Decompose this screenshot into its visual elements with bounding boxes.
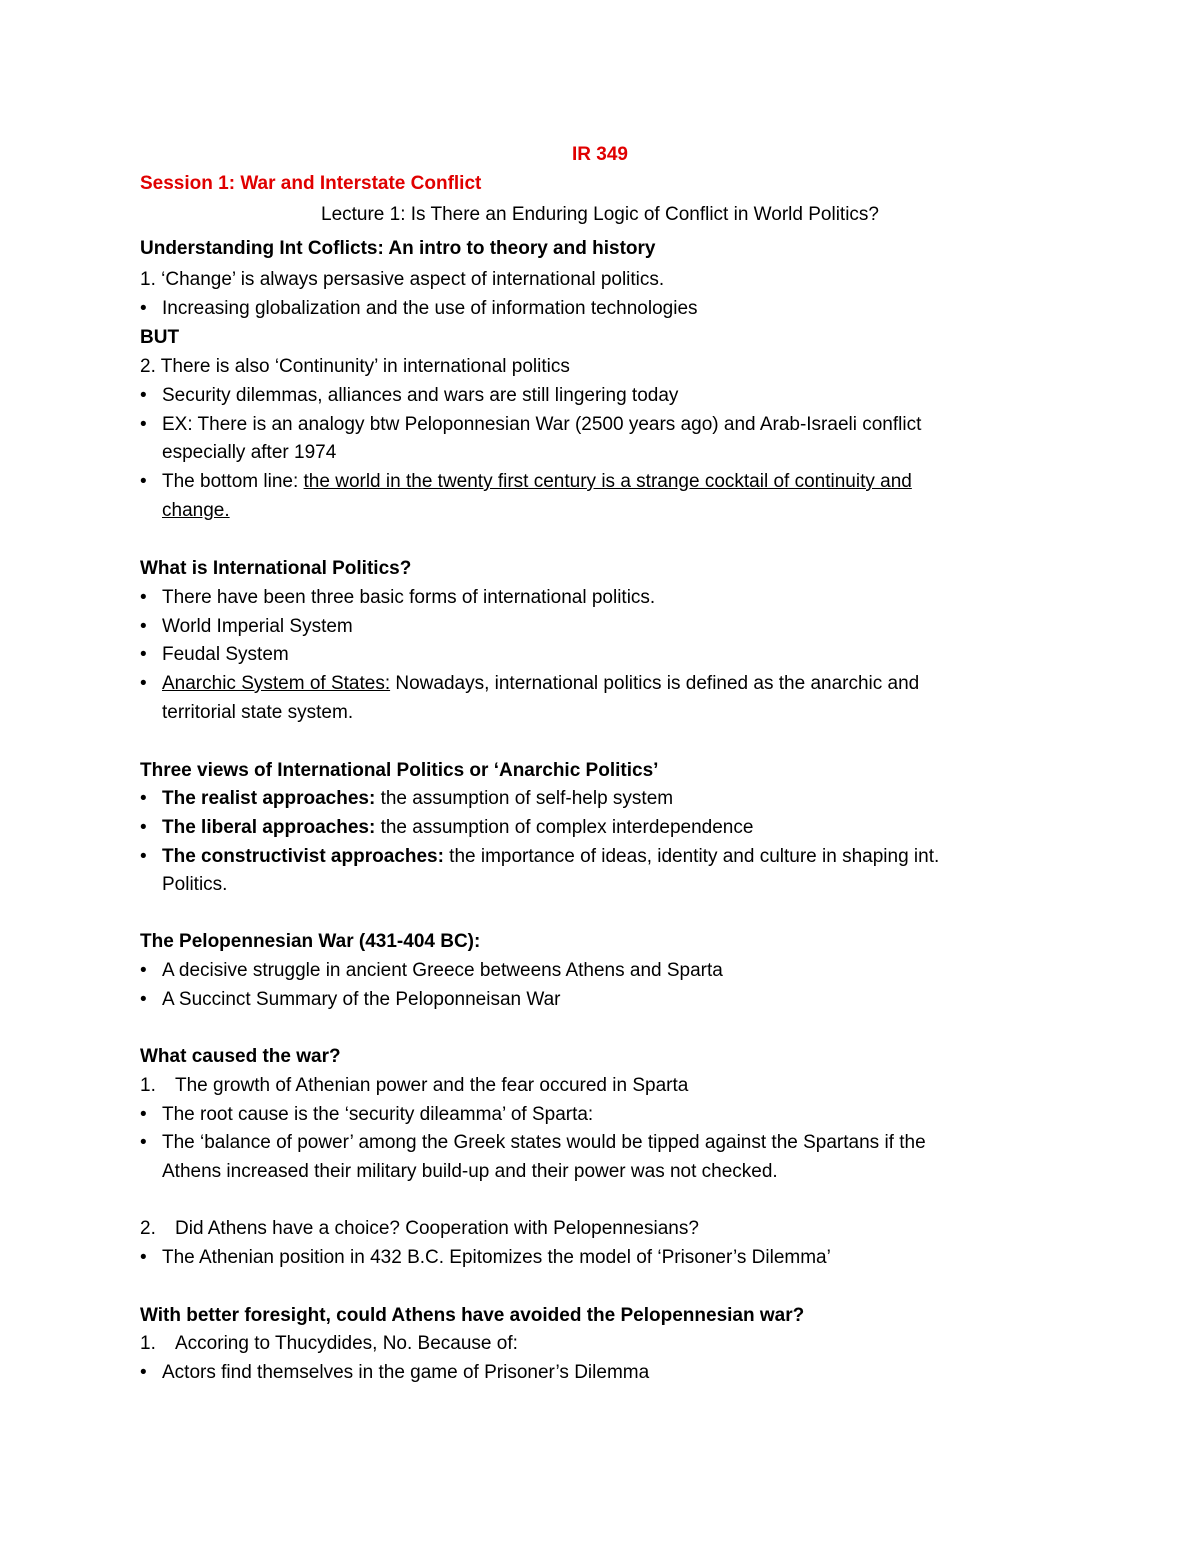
bullet-icon: •: [140, 1247, 147, 1268]
bullet-text-continued: change.: [162, 500, 230, 521]
bullet-text: Actors find themselves in the game of Prisoner’s Dilemma: [162, 1362, 650, 1383]
bullet-text: Increasing globalization and the use of information technologies: [162, 298, 698, 319]
bullet-icon: •: [140, 788, 147, 809]
list-number: 2.: [140, 1218, 156, 1239]
numbered-item: 1. ‘Change’ is always persasive aspect of international politics.: [140, 269, 665, 290]
bullet-text-continued: especially after 1974: [162, 442, 337, 463]
bullet-icon: •: [140, 1104, 147, 1125]
bullet-icon: •: [140, 385, 147, 406]
bullet-text-continued: Politics.: [162, 874, 228, 895]
bullet-icon: •: [140, 644, 147, 665]
bullet-icon: •: [140, 960, 147, 981]
bullet-text: The Athenian position in 432 B.C. Epitomizes the model of ‘Prisoner’s Dilemma’: [162, 1247, 831, 1268]
bullet-text: [162, 816, 753, 840]
anarchic-definition: Nowadays, international politics is defined as the anarchic and: [390, 673, 920, 694]
bullet-text: Feudal System: [162, 644, 289, 665]
term-bold: The realist approaches:: [162, 788, 376, 809]
bullet-icon: •: [140, 616, 147, 637]
bullet-text-continued: Athens increased their military build-up and their power was not checked.: [162, 1161, 778, 1182]
numbered-item: 2. There is also ‘Continunity’ in international politics: [140, 356, 570, 377]
anarchic-term: Anarchic System of States:: [162, 673, 391, 694]
numbered-item-text: The growth of Athenian power and the fear occured in Sparta: [175, 1075, 689, 1096]
section-heading: Three views of International Politics or ‘Anarchic Politics’: [140, 760, 659, 781]
lecture-heading: Lecture 1: Is There an Enduring Logic of Conflict in World Politics?: [321, 204, 879, 225]
numbered-item-text: Accoring to Thucydides, No. Because of:: [175, 1333, 518, 1354]
bottom-line-lead: The bottom line:: [162, 471, 304, 492]
bullet-text: A decisive struggle in ancient Greece betweens Athens and Sparta: [162, 960, 723, 981]
bullet-text: The ‘balance of power’ among the Greek states would be tipped against the Spartans if the: [162, 1132, 926, 1153]
list-number: 1.: [140, 1333, 156, 1354]
bullet-text: [162, 787, 673, 811]
term-rest: the importance of ideas, identity and culture in shaping int.: [443, 846, 940, 867]
bullet-text: There have been three basic forms of international politics.: [162, 587, 656, 608]
section-heading: With better foresight, could Athens have avoided the Pelopennesian war?: [140, 1305, 805, 1326]
but-label: BUT: [140, 327, 180, 348]
bullet-text-continued: territorial state system.: [162, 702, 354, 723]
bullet-text: [162, 470, 912, 494]
term-rest: the assumption of self-help system: [375, 788, 674, 809]
bullet-icon: •: [140, 414, 147, 435]
session-heading: Session 1: War and Interstate Conflict: [140, 173, 482, 194]
section-heading: What caused the war?: [140, 1046, 341, 1067]
bullet-icon: •: [140, 846, 147, 867]
section-heading: The Pelopennesian War (431-404 BC):: [140, 931, 481, 952]
term-bold: The constructivist approaches:: [162, 846, 444, 867]
section-heading: What is International Politics?: [140, 558, 412, 579]
bottom-line-underlined: the world in the twenty first century is a strange cocktail of continuity and: [303, 471, 912, 492]
bullet-text: Security dilemmas, alliances and wars are still lingering today: [162, 385, 679, 406]
document-title: IR 349: [572, 144, 628, 165]
numbered-item-text: Did Athens have a choice? Cooperation with Pelopennesians?: [175, 1218, 699, 1239]
list-number: 1.: [140, 1075, 156, 1096]
bullet-icon: •: [140, 989, 147, 1010]
term-rest: the assumption of complex interdependence: [375, 817, 754, 838]
bullet-text: A Succinct Summary of the Peloponneisan War: [162, 989, 561, 1010]
bullet-text: World Imperial System: [162, 616, 353, 637]
bullet-icon: •: [140, 673, 147, 694]
bullet-icon: •: [140, 817, 147, 838]
bullet-icon: •: [140, 298, 147, 319]
bullet-icon: •: [140, 1362, 147, 1383]
bullet-icon: •: [140, 587, 147, 608]
section-heading: Understanding Int Coflicts: An intro to theory and history: [140, 238, 656, 259]
bullet-text: EX: There is an analogy btw Peloponnesian War (2500 years ago) and Arab-Israeli conflict: [162, 414, 922, 435]
bullet-icon: •: [140, 471, 147, 492]
bullet-icon: •: [140, 1132, 147, 1153]
term-bold: The liberal approaches:: [162, 817, 376, 838]
bullet-text: The root cause is the ‘security dileamma’ of Sparta:: [162, 1104, 594, 1125]
bullet-text: [162, 845, 939, 869]
bullet-text: [162, 672, 919, 696]
